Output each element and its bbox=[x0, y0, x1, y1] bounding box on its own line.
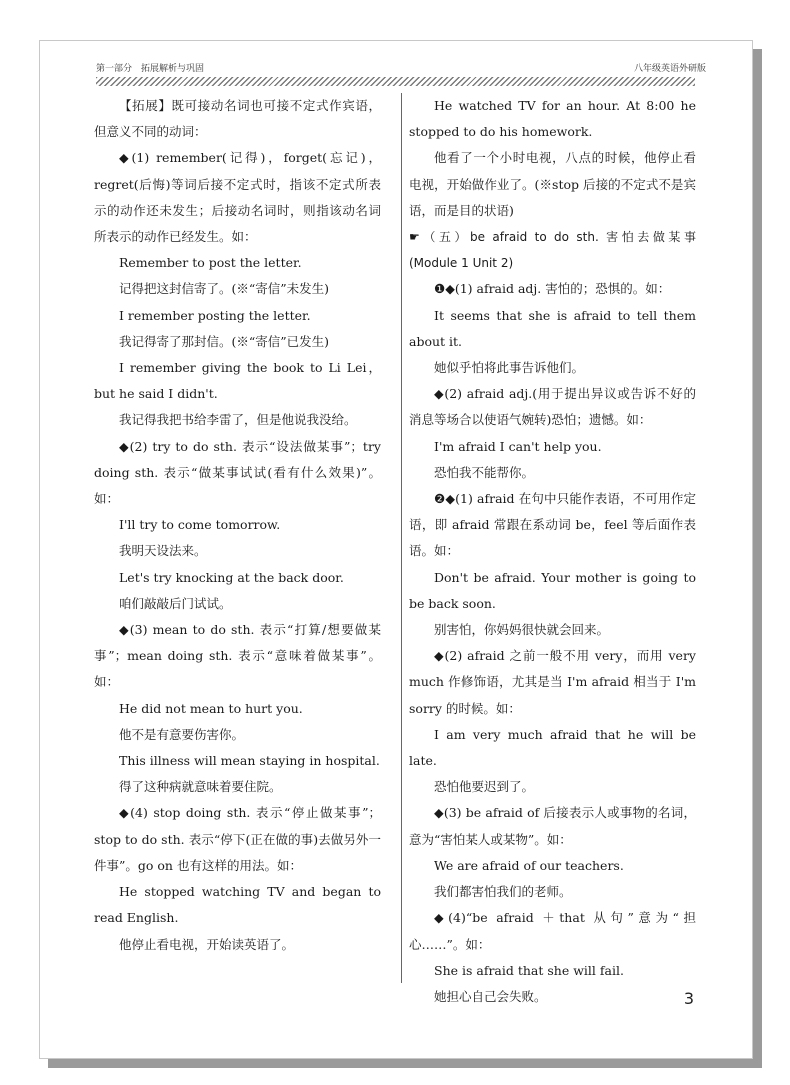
example-chinese: 我记得寄了那封信。(※“寄信”已发生) bbox=[119, 333, 330, 349]
left-column bbox=[94, 93, 381, 958]
paragraph: ◆(4)“be afraid ＋that 从句”意为“担心……”。如： bbox=[409, 910, 696, 952]
page-number: 3 bbox=[683, 989, 694, 1008]
section-heading: ☛（五）be afraid to do sth. 害怕去做某事 (Module 1 Unit 2) bbox=[409, 230, 696, 271]
header-hatch-rule bbox=[96, 77, 695, 86]
paragraph: ◆(2) afraid adj.(用于提出异议或告诉不好的消息等场合以使语气婉转)恐怕；遗憾。如： bbox=[409, 386, 696, 428]
example-english: He did not mean to hurt you. bbox=[119, 700, 303, 716]
example-english: Don't be afraid. Your mother is going to be back soon. bbox=[409, 569, 696, 611]
paragraph: ❷◆(1) afraid 在句中只能作表语，不可用作定语，即 afraid 常跟在系动词 be，feel 等后面作表语。如： bbox=[409, 491, 696, 559]
paragraph: ◆(4) stop doing sth. 表示“停止做某事”；stop to do sth. 表示“停下(正在做的事)去做另外一件事”。go on 也有这样的用法。如： bbox=[94, 805, 381, 873]
example-chinese: 别害怕，你妈妈很快就会回来。 bbox=[434, 622, 610, 638]
example-english: I'll try to come tomorrow. bbox=[119, 517, 281, 533]
example-english: Let's try knocking at the back door. bbox=[119, 569, 344, 585]
example-english: I am very much afraid that he will be late. bbox=[409, 726, 696, 769]
right-column bbox=[409, 93, 696, 1010]
paragraph: ❶◆(1) afraid adj. 害怕的；恐惧的。如： bbox=[434, 281, 671, 297]
example-chinese: 得了这种病就意味着要住院。 bbox=[119, 779, 282, 795]
example-chinese: 他看了一个小时电视，八点的时候，他停止看电视，开始做作业了。(※stop 后接的不定式不是宾语，而是目的状语) bbox=[409, 150, 696, 218]
paragraph: ◆(3) be afraid of 后接表示人或事物的名词，意为“害怕某人或某物”。如： bbox=[409, 805, 696, 847]
example-english: I'm afraid I can't help you. bbox=[434, 438, 602, 454]
example-chinese: 我明天设法来。 bbox=[119, 543, 207, 559]
paragraph: ◆(2) try to do sth. 表示“设法做某事”；try doing sth. 表示“做某事试试(看有什么效果)”。如： bbox=[94, 438, 381, 507]
example-chinese: 我记得我把书给李雷了，但是他说我没给。 bbox=[119, 412, 357, 428]
paragraph: 【拓展】既可接动名词也可接不定式作宾语，但意义不同的动词： bbox=[94, 98, 381, 140]
example-chinese: 他停止看电视，开始读英语了。 bbox=[119, 936, 295, 952]
example-english: He watched TV for an hour. At 8:00 he stopped to do his homework. bbox=[409, 98, 696, 140]
example-chinese: 他不是有意要伤害你。 bbox=[119, 726, 245, 742]
running-header-book: 八年级英语外研版 bbox=[633, 64, 706, 74]
paragraph: ◆(1) remember(记得)，forget(忘记)，regret(后悔)等词后接不定式时，指该不定式所表示的动作还未发生；后接动名词时，则指该动名词所表示的动作已经发生。如： bbox=[94, 150, 381, 245]
example-chinese: 记得把这封信寄了。(※“寄信”未发生) bbox=[119, 281, 330, 297]
document-page bbox=[39, 40, 753, 1059]
example-chinese: 咱们敲敲后门试试。 bbox=[119, 595, 232, 611]
example-chinese: 她担心自己会失败。 bbox=[434, 988, 547, 1004]
example-english: We are afraid of our teachers. bbox=[434, 857, 624, 873]
example-english: She is afraid that she will fail. bbox=[434, 962, 624, 978]
column-divider bbox=[401, 93, 402, 983]
example-chinese: 恐怕我不能帮你。 bbox=[434, 464, 535, 480]
example-english: Remember to post the letter. bbox=[119, 255, 302, 271]
paragraph: ◆(3) mean to do sth. 表示“打算/想要做某事”；mean doing sth. 表示“意味着做某事”。如： bbox=[94, 622, 381, 690]
running-header-section: 第一部分 拓展解析与巩固 bbox=[96, 64, 205, 74]
example-english: This illness will mean staying in hospital. bbox=[119, 753, 380, 769]
example-english: I remember posting the letter. bbox=[119, 307, 311, 323]
example-chinese: 我们都害怕我们的老师。 bbox=[434, 884, 572, 900]
paragraph: ◆(2) afraid 之前一般不用 very，而用 very much 作修饰语，尤其是当 I'm afraid 相当于 I'm sorry 的时候。如： bbox=[409, 648, 696, 716]
example-english: It seems that she is afraid to tell them about it. bbox=[409, 307, 696, 349]
example-chinese: 恐怕他要迟到了。 bbox=[434, 779, 535, 795]
example-english: I remember giving the book to Li Lei，but he said I didn't. bbox=[94, 360, 381, 402]
example-english: He stopped watching TV and began to read English. bbox=[94, 884, 381, 926]
example-chinese: 她似乎怕将此事告诉他们。 bbox=[434, 360, 585, 376]
